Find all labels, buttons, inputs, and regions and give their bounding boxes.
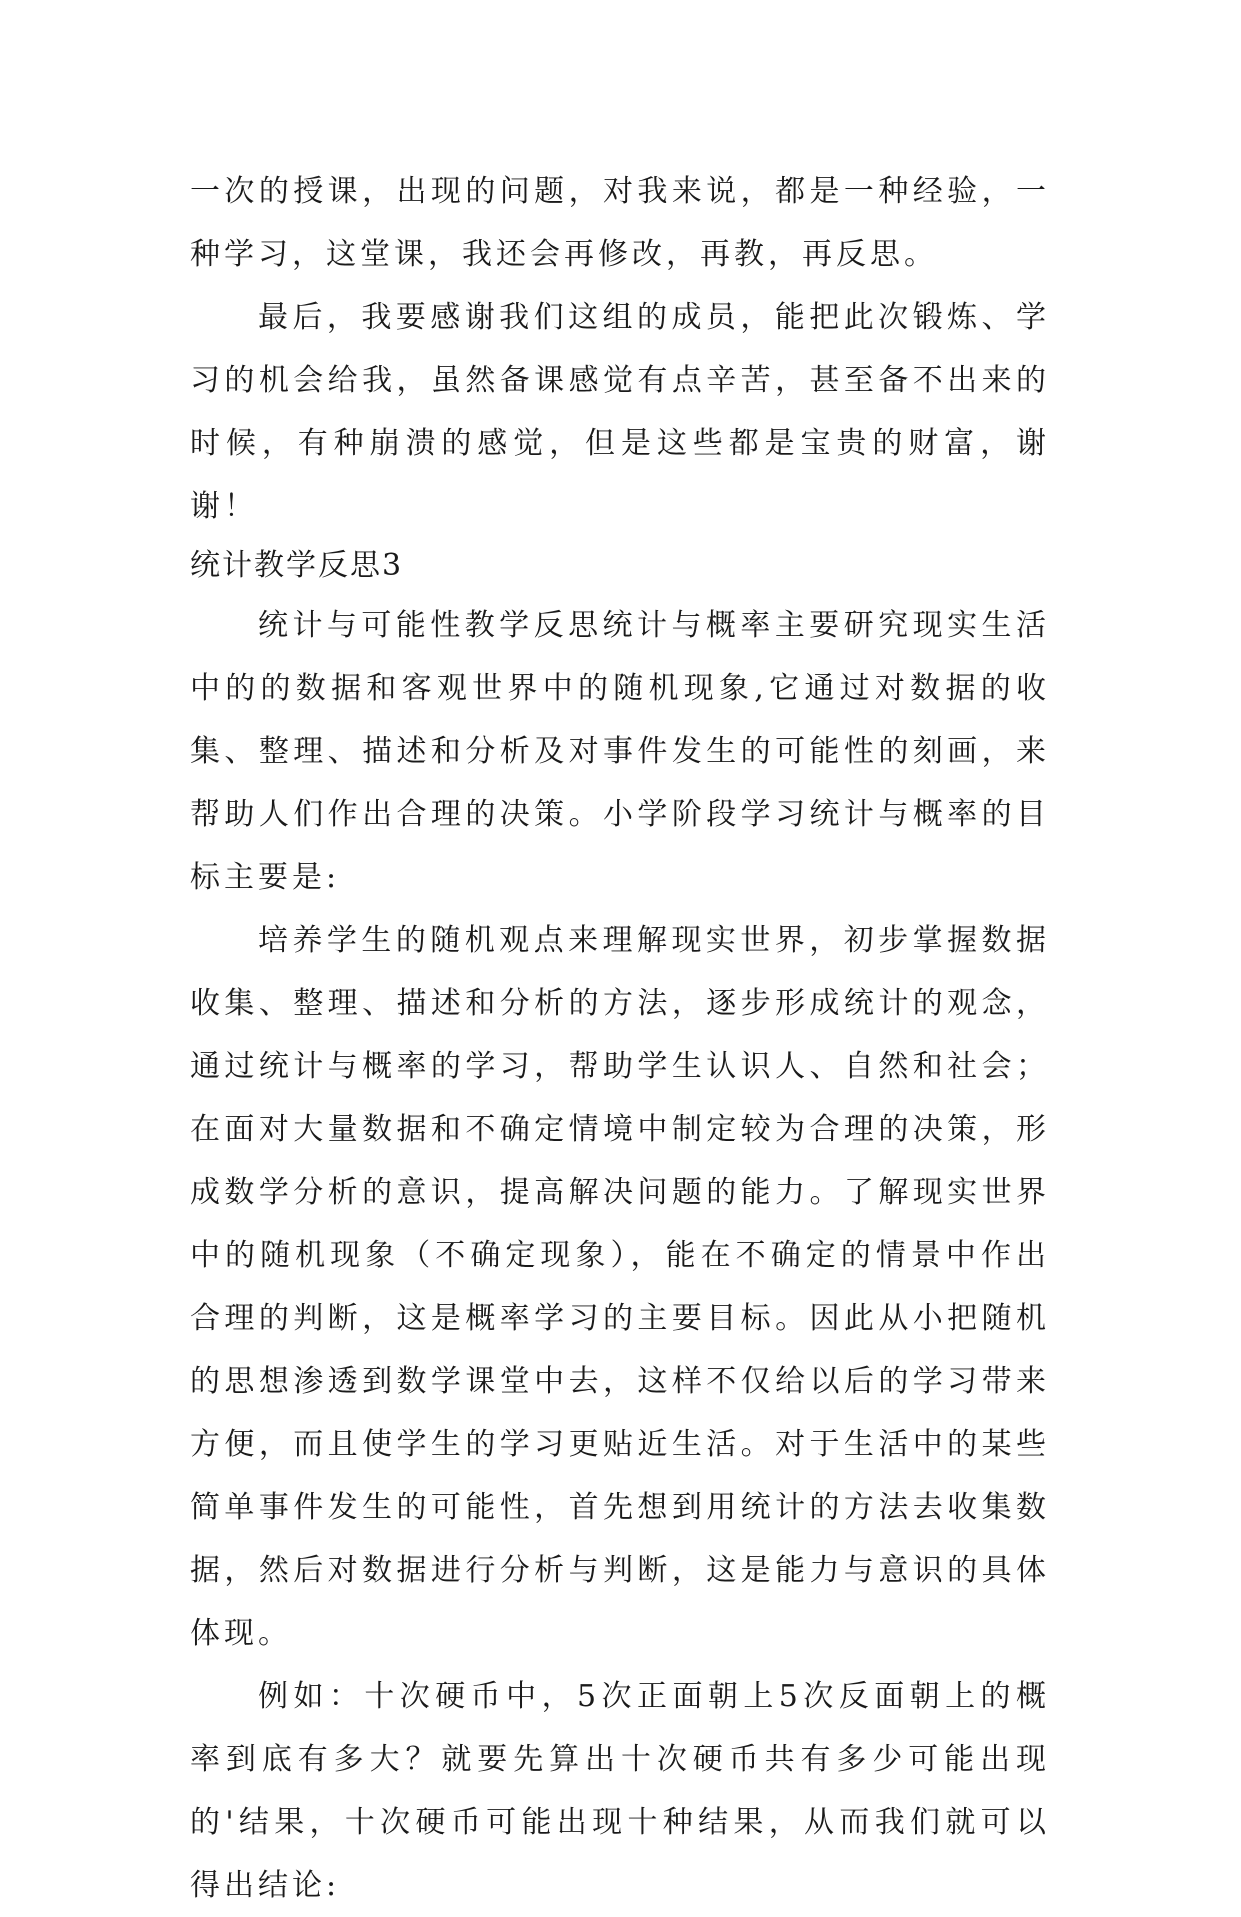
- document-body: [190, 160, 1050, 1917]
- section-heading: 统计教学反思3: [190, 548, 404, 583]
- paragraph-thanks: 最后，我要感谢我们这组的成员，能把此次锻炼、学习的机会给我，虽然备课感觉有点辛苦，甚至备不出来的时候，有种崩溃的感觉，但是这些都是宝贵的财富，谢谢！: [190, 300, 1050, 524]
- paragraph-lesson-experience: 一次的授课，出现的问题，对我来说，都是一种经验，一种学习，这堂课，我还会再修改，再教，再反思。: [190, 174, 1050, 272]
- paragraph-learning-goals: 培养学生的随机观点来理解现实世界，初步掌握数据收集、整理、描述和分析的方法，逐步形成统计的观念，通过统计与概率的学习，帮助学生认识人、自然和社会；在面对大量数据和不确定情境中制定较为合理的决策，形成数学分析的意识，提高解决问题的能力。了解现实世界中的随机现象（不确定现象），能在不确定的情景中作出合理的判断，这是概率学习的主要目标。因此从小把随机的思想渗透到数学课堂中去，这样不仅给以后的学习带来方便，而且使学生的学习更贴近生活。对于生活中的某些简单事件发生的可能性，首先想到用统计的方法去收集数据，然后对数据进行分析与判断，这是能力与意识的具体体现。: [190, 923, 1050, 1651]
- paragraph-coin-example: 例如：十次硬币中，5次正面朝上5次反面朝上的概率到底有多大？就要先算出十次硬币共有多少可能出现的'结果，十次硬币可能出现十种结果，从而我们就可以得出结论:: [190, 1679, 1050, 1903]
- paragraph-statistics-intro: 统计与可能性教学反思统计与概率主要研究现实生活中的的数据和客观世界中的随机现象,它通过对数据的收集、整理、描述和分析及对事件发生的可能性的刻画，来帮助人们作出合理的决策。小学阶段学习统计与概率的目标主要是:: [190, 608, 1050, 895]
